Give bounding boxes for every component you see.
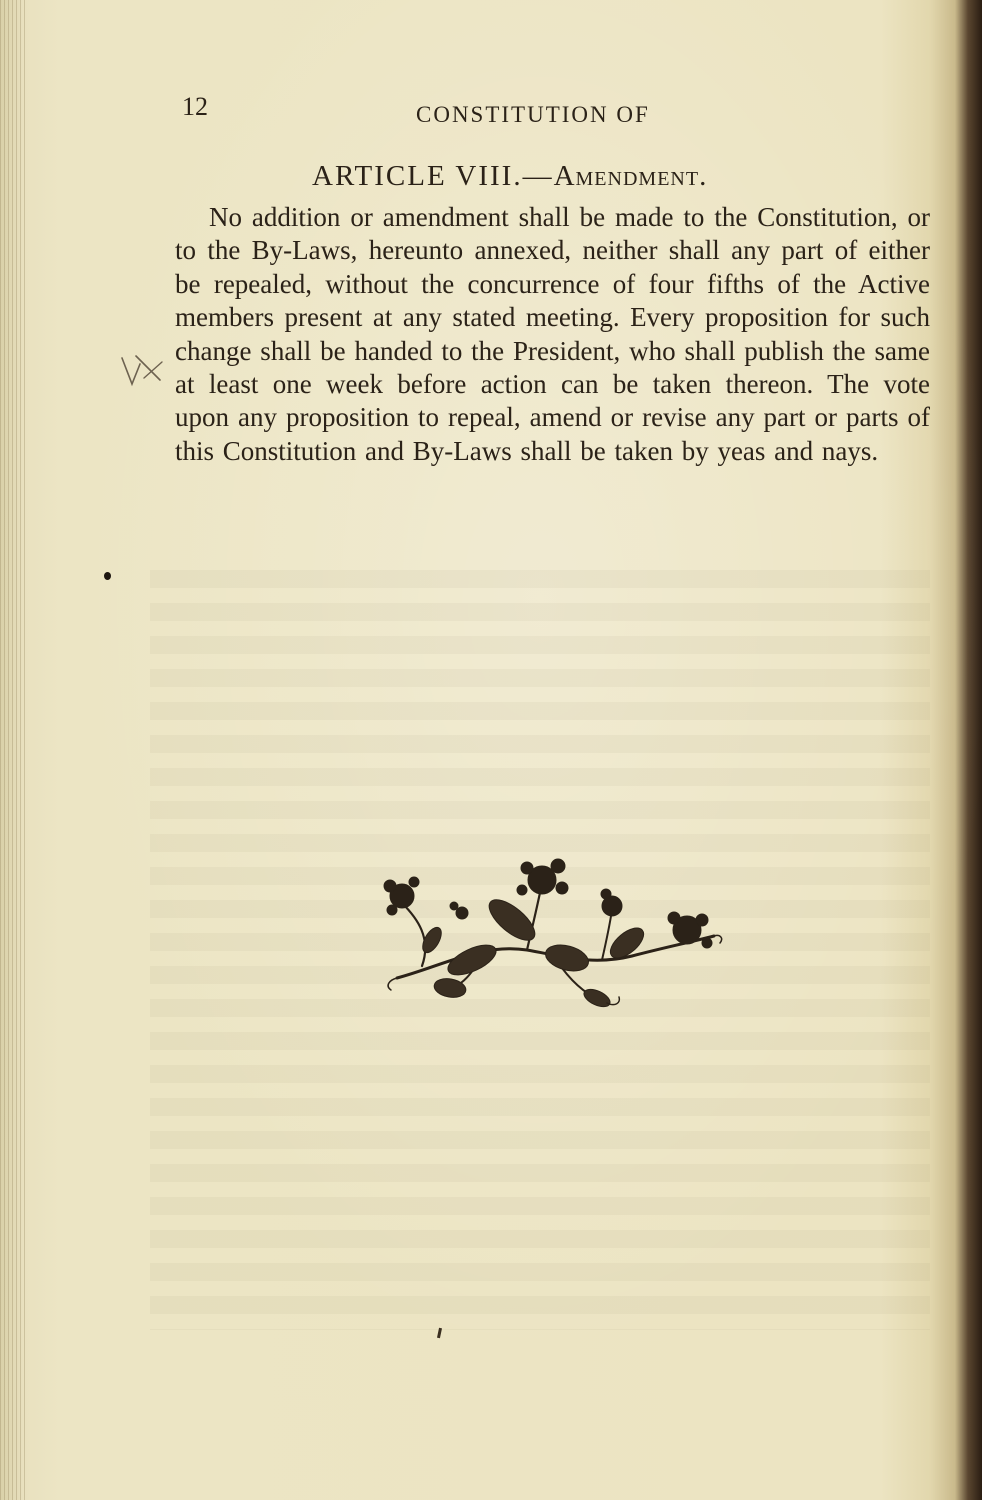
article-title-sub: Amendment. (553, 160, 708, 192)
ink-dot (104, 572, 111, 580)
running-head: CONSTITUTION OF (416, 102, 650, 127)
article-title-main: ARTICLE VIII.— (312, 160, 554, 192)
check-mark-icon (118, 350, 166, 390)
floral-vignette-icon (362, 848, 727, 1018)
page-number: 12 (182, 92, 208, 121)
article-body: No addition or amendment shall be made to the Constitution, or to the By-Laws, hereunto annexed, neither shall any part of either be repealed, without the concurrence of four fifths of the Active members present at any stated meeting. Every proposition for such change shall be handed to the President, who shall publish the same at least one week before action can be taken thereon. The vote upon any proposition to repeal, amend or revise any part or parts of this Constitution and By-Laws shall be taken by yeas and nays. (175, 202, 930, 466)
ink-mark (437, 1328, 442, 1338)
page-edges (0, 0, 26, 1500)
article-title (312, 160, 707, 193)
